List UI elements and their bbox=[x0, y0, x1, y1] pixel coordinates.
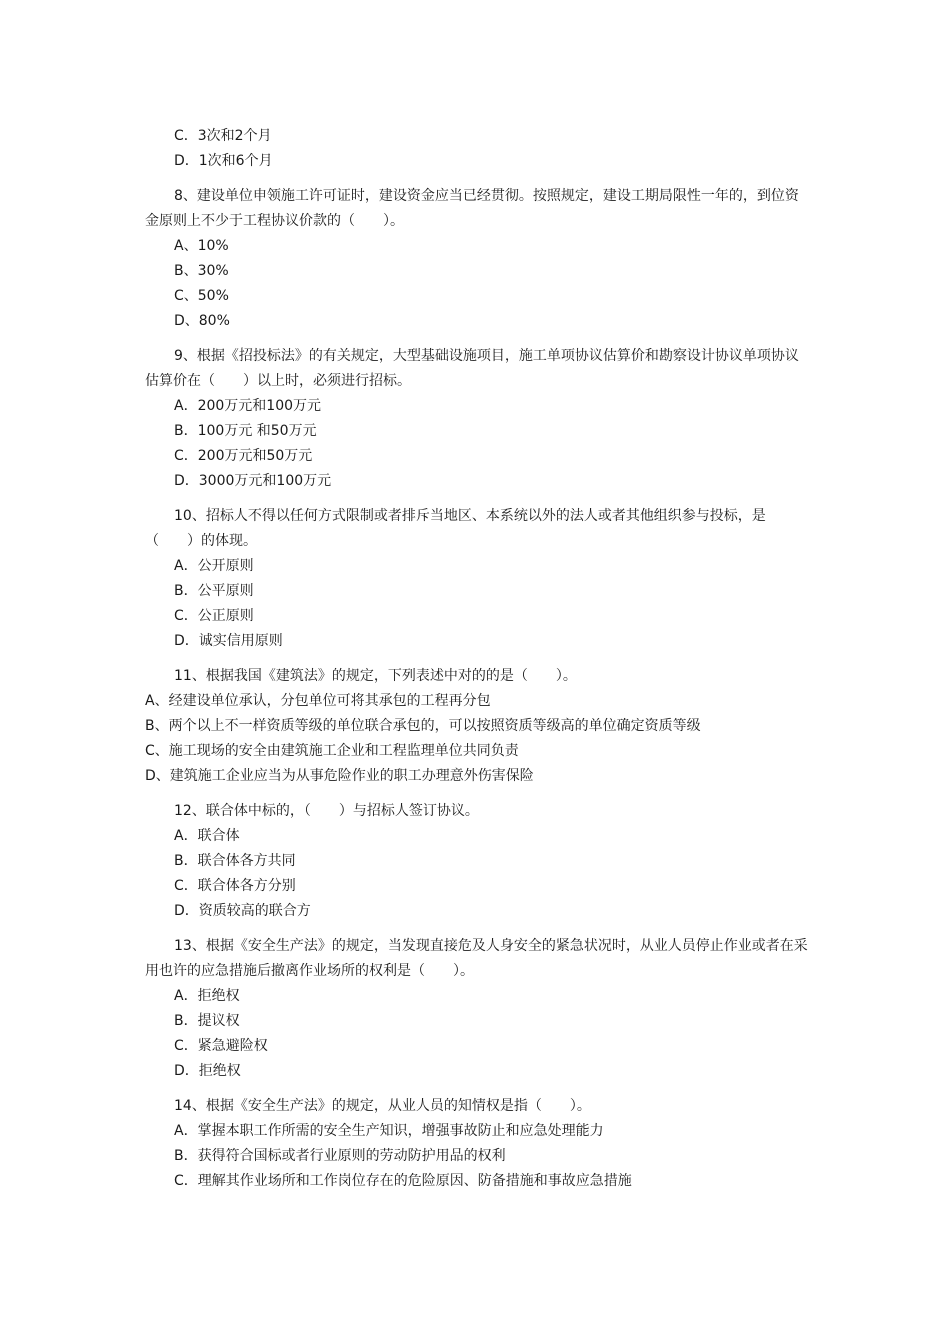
document-body bbox=[145, 124, 810, 1194]
option: D、建筑施工企业应当为从事危险作业的职工办理意外伤害保险 bbox=[145, 768, 534, 784]
option: A．拒绝权 bbox=[174, 988, 240, 1004]
option: C．联合体各方分别 bbox=[174, 878, 296, 894]
option: A．联合体 bbox=[174, 828, 240, 844]
question-14 bbox=[145, 1094, 810, 1194]
option: C．紧急避险权 bbox=[174, 1038, 268, 1054]
question-stem: 8、建设单位申领施工许可证时，建设资金应当已经贯彻。按照规定，建设工期局限性一年的，到位资金原则上不少于工程协议价款的（ ）。 bbox=[145, 188, 799, 229]
option: C．理解其作业场所和工作岗位存在的危险原因、防备措施和事故应急措施 bbox=[174, 1173, 632, 1189]
lead-options bbox=[145, 124, 810, 174]
option: B．联合体各方共同 bbox=[174, 853, 296, 869]
question-13 bbox=[145, 934, 810, 1084]
option: B．提议权 bbox=[174, 1013, 240, 1029]
option: C．公正原则 bbox=[174, 608, 254, 624]
question-11 bbox=[145, 664, 810, 789]
option: C、施工现场的安全由建筑施工企业和工程监理单位共同负责 bbox=[145, 743, 519, 759]
option: A．掌握本职工作所需的安全生产知识，增强事故防止和应急处理能力 bbox=[174, 1123, 604, 1139]
option: D．资质较高的联合方 bbox=[174, 903, 311, 919]
option: C．3次和2个月 bbox=[174, 128, 272, 144]
option: A、经建设单位承认，分包单位可将其承包的工程再分包 bbox=[145, 693, 491, 709]
option: A．200万元和100万元 bbox=[174, 398, 322, 414]
option: A．公开原则 bbox=[174, 558, 254, 574]
option: B．公平原则 bbox=[174, 583, 254, 599]
question-12 bbox=[145, 799, 810, 924]
option: D、80% bbox=[174, 313, 230, 329]
option: B、30% bbox=[174, 263, 229, 279]
option: C、50% bbox=[174, 288, 229, 304]
option: B．100万元 和50万元 bbox=[174, 423, 317, 439]
option: D．1次和6个月 bbox=[174, 153, 273, 169]
question-stem: 14、根据《安全生产法》的规定，从业人员的知情权是指（ ）。 bbox=[174, 1098, 591, 1114]
option: C．200万元和50万元 bbox=[174, 448, 313, 464]
option: A、10% bbox=[174, 238, 229, 254]
option: D．拒绝权 bbox=[174, 1063, 241, 1079]
option: D．3000万元和100万元 bbox=[174, 473, 332, 489]
question-8 bbox=[145, 184, 810, 334]
question-stem: 10、招标人不得以任何方式限制或者排斥当地区、本系统以外的法人或者其他组织参与投标，是（ ）的体现。 bbox=[145, 508, 766, 549]
option: B．获得符合国标或者行业原则的劳动防护用品的权利 bbox=[174, 1148, 506, 1164]
question-stem: 11、根据我国《建筑法》的规定，下列表述中对的的是（ ）。 bbox=[174, 668, 577, 684]
question-stem: 12、联合体中标的，（ ）与招标人签订协议。 bbox=[174, 803, 479, 819]
option: D．诚实信用原则 bbox=[174, 633, 283, 649]
question-10 bbox=[145, 504, 810, 654]
question-stem: 13、根据《安全生产法》的规定，当发现直接危及人身安全的紧急状况时，从业人员停止作业或者在采用也许的应急措施后撤离作业场所的权利是（ ）。 bbox=[145, 938, 808, 979]
option: B、两个以上不一样资质等级的单位联合承包的，可以按照资质等级高的单位确定资质等级 bbox=[145, 718, 701, 734]
question-9 bbox=[145, 344, 810, 494]
question-stem: 9、根据《招投标法》的有关规定，大型基础设施项目，施工单项协议估算价和勘察设计协议单项协议估算价在（ ）以上时，必须进行招标。 bbox=[145, 348, 799, 389]
